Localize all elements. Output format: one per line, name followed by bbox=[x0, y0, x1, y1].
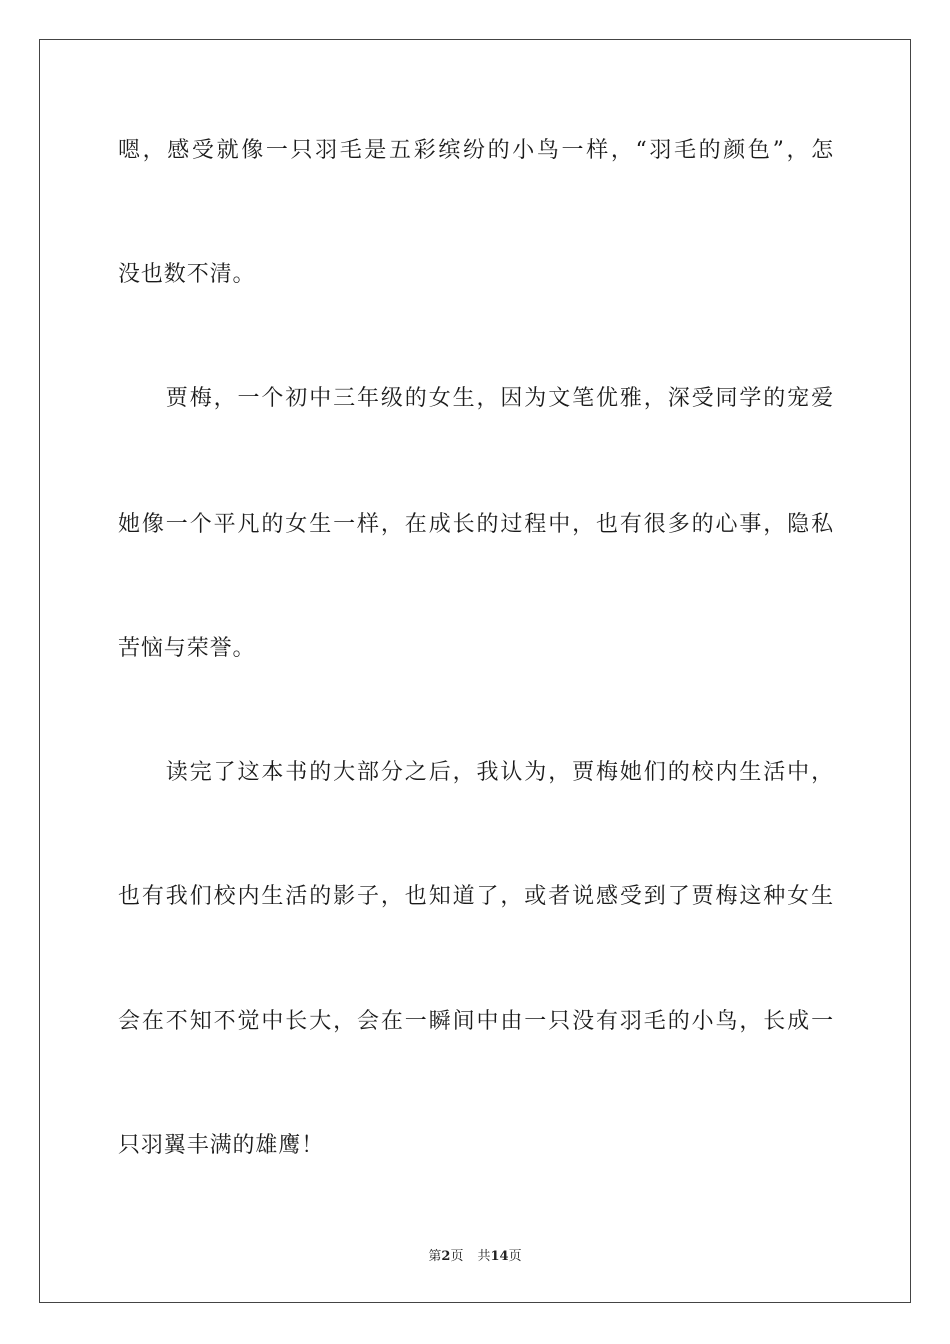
paragraph-line: 读完了这本书的大部分之后，我认为，贾梅她们的校内生活中， bbox=[118, 760, 834, 785]
page-number-label: 第2页 bbox=[428, 1249, 464, 1264]
paragraph-line: 苦恼与荣誉。 bbox=[118, 636, 256, 661]
total-pages-label: 共14页 bbox=[477, 1249, 522, 1264]
page-border bbox=[39, 39, 911, 1303]
paragraph-line: 她像一个平凡的女生一样，在成长的过程中，也有很多的心事，隐私 bbox=[118, 512, 834, 537]
paragraph-line: 没也数不清。 bbox=[118, 262, 256, 287]
paragraph-line: 也有我们校内生活的影子，也知道了，或者说感受到了贾梅这种女生 bbox=[118, 884, 834, 909]
paragraph-line: 贾梅，一个初中三年级的女生，因为文笔优雅，深受同学的宠爱 bbox=[118, 386, 834, 411]
page-footer bbox=[0, 1249, 950, 1265]
paragraph-line: 只羽翼丰满的雄鹰！ bbox=[118, 1133, 325, 1158]
paragraph-line: 会在不知不觉中长大，会在一瞬间中由一只没有羽毛的小鸟，长成一 bbox=[118, 1009, 834, 1034]
paragraph-line: 嗯，感受就像一只羽毛是五彩缤纷的小鸟一样，“羽毛的颜色”，怎 bbox=[118, 138, 834, 163]
